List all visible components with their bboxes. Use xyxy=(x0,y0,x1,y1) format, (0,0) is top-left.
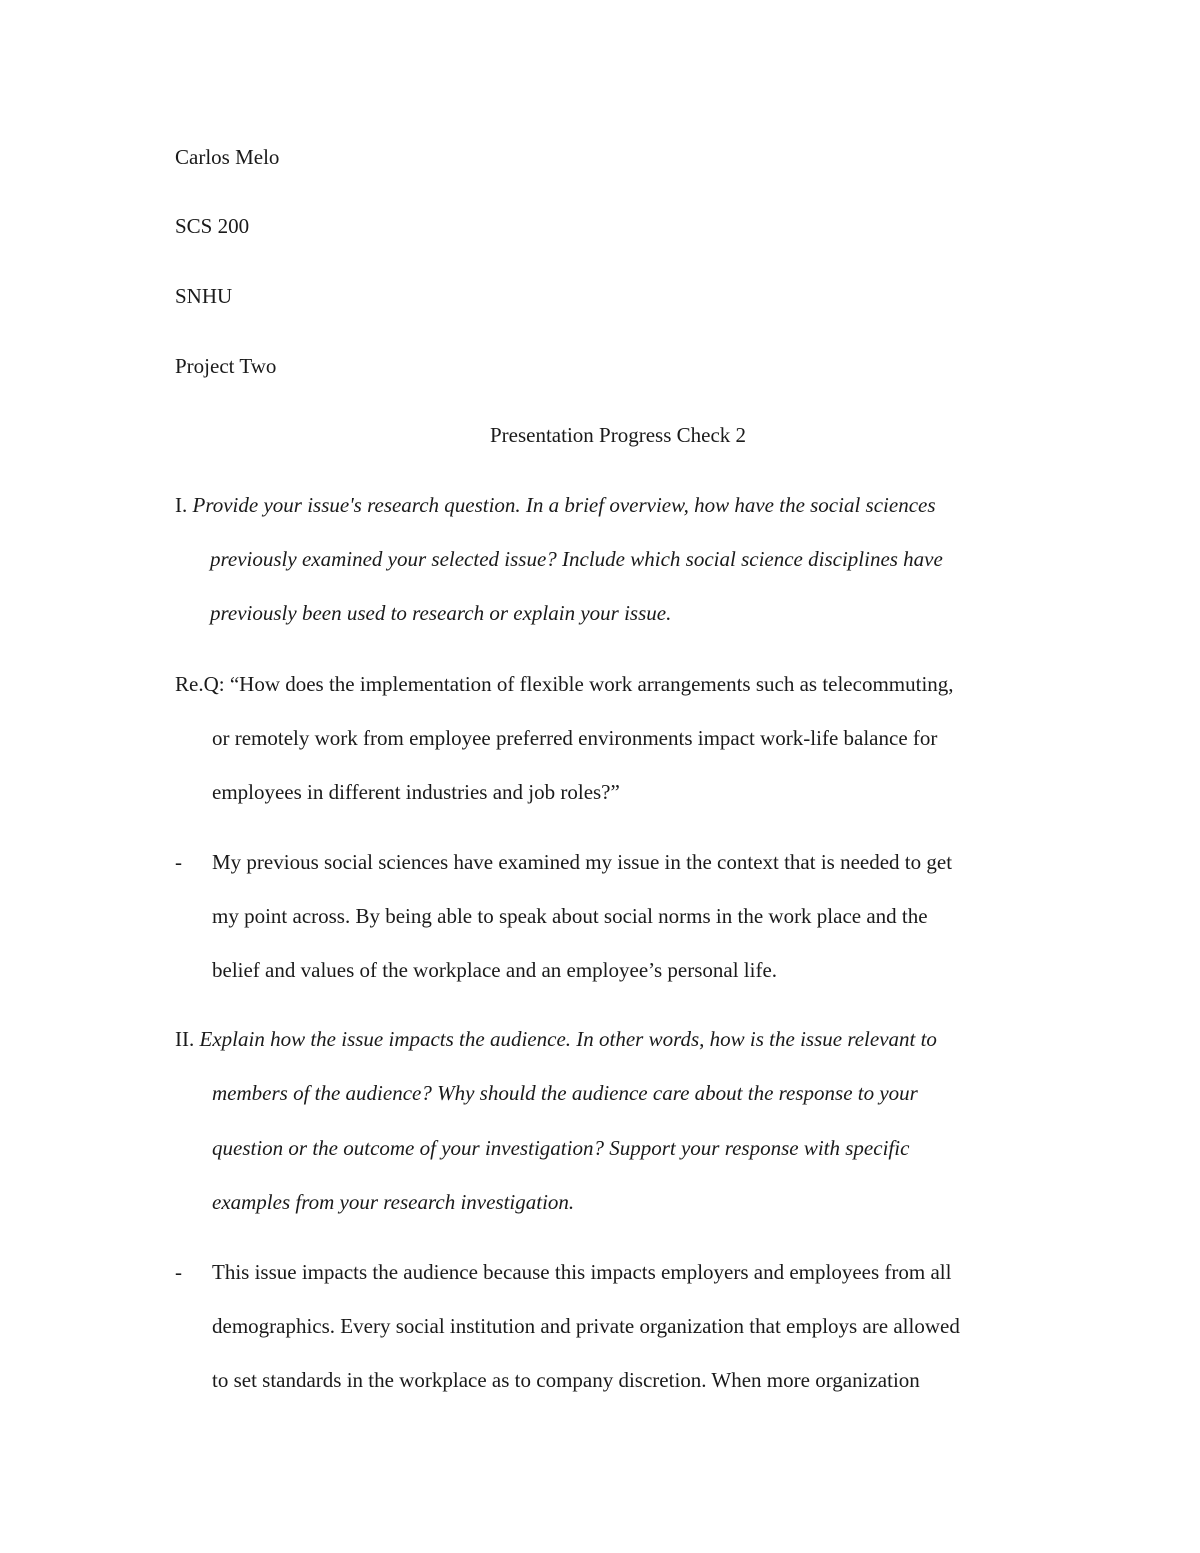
response-line: my point across. By being able to speak about social norms in the work place and the xyxy=(212,904,928,928)
page-title: Presentation Progress Check 2 xyxy=(489,423,747,447)
bullet-dash: - xyxy=(175,850,182,874)
research-question-line: Re.Q: “How does the implementation of flexible work arrangements such as telecommuting, xyxy=(175,672,954,696)
response-line: demographics. Every social institution and private organization that employs are allowed xyxy=(212,1314,960,1338)
section-marker: I. xyxy=(175,493,188,517)
section-marker: II. xyxy=(175,1027,195,1051)
author-name: Carlos Melo xyxy=(175,145,280,169)
course-code: SCS 200 xyxy=(175,214,250,238)
section-prompt-line xyxy=(175,1026,937,1052)
school-name: SNHU xyxy=(175,284,233,308)
research-question-line: employees in different industries and job roles?” xyxy=(212,780,620,804)
research-question-line: or remotely work from employee preferred environments impact work-life balance for xyxy=(212,726,938,750)
response-line: This issue impacts the audience because this impacts employers and employees from all xyxy=(212,1260,952,1284)
section-prompt-line: question or the outcome of your investigation? Support your response with specific xyxy=(212,1136,910,1160)
response-line: belief and values of the workplace and an employee’s personal life. xyxy=(212,958,778,982)
section-prompt-line: examples from your research investigation. xyxy=(212,1190,575,1214)
section-prompt-line: members of the audience? Why should the audience care about the response to your xyxy=(212,1081,918,1105)
bullet-dash: - xyxy=(175,1260,182,1284)
section-prompt-line: previously been used to research or explain your issue. xyxy=(210,601,672,625)
section-prompt-line: previously examined your selected issue? Include which social science disciplines have xyxy=(210,547,943,571)
response-line: to set standards in the workplace as to company discretion. When more organization xyxy=(212,1368,920,1392)
section-prompt-text: Provide your issue's research question. In a brief overview, how have the social sciences xyxy=(192,493,936,517)
response-line: My previous social sciences have examined my issue in the context that is needed to get xyxy=(212,850,953,874)
section-prompt-line xyxy=(175,492,936,518)
section-prompt-text: Explain how the issue impacts the audience. In other words, how is the issue relevant to xyxy=(199,1027,937,1051)
assignment-name: Project Two xyxy=(175,354,277,378)
